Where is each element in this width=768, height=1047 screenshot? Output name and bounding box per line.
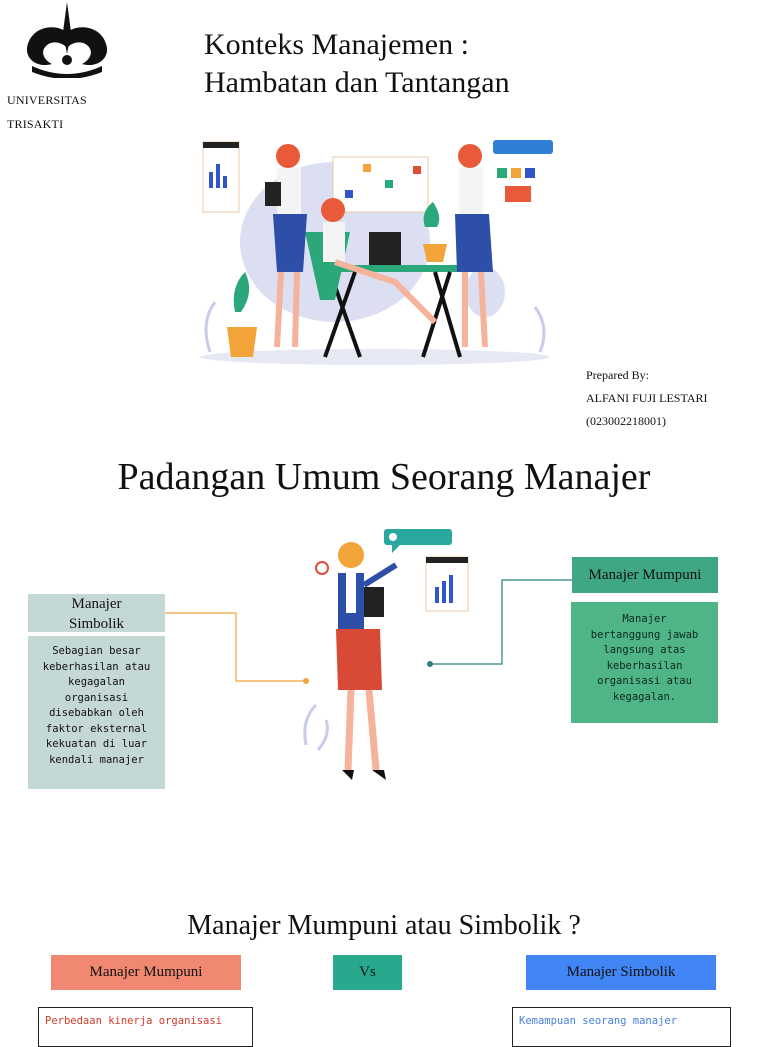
slide2-title: Padangan Umum Seorang Manajer	[117, 456, 651, 498]
manajer-simbolik-label	[28, 594, 165, 632]
slide1-title-line-1: Konteks Manajemen :	[204, 28, 469, 61]
manajer-simbolik-label-line-1: Manajer	[71, 596, 122, 612]
manajer-mumpuni-description	[571, 602, 718, 723]
university-line-2: TRISAKTI	[7, 117, 64, 131]
manajer-mumpuni-tag: Manajer Mumpuni	[51, 955, 241, 990]
manajer-mumpuni-label: Manajer Mumpuni	[572, 557, 718, 593]
slide1-title-line-2: Hambatan dan Tantangan	[204, 66, 510, 99]
left-text-line: keberhasilan atau	[42, 660, 151, 673]
prepared-by-label: Prepared By:	[586, 368, 649, 382]
left-text-line: organisasi	[64, 691, 129, 704]
right-text-line: bertanggung jawab	[590, 628, 699, 641]
university-name	[7, 88, 87, 136]
left-connector-line	[165, 613, 306, 681]
slide1-title	[204, 26, 510, 102]
author-name: ALFANI FUJI LESTARI	[586, 391, 708, 405]
left-text-line: faktor eksternal	[45, 722, 148, 735]
manajer-simbolik-label-line-2: Simbolik	[68, 616, 124, 632]
mumpuni-note-box	[38, 1007, 253, 1047]
prepared-by-block	[586, 364, 707, 433]
author-id: (023002218001)	[586, 414, 666, 428]
left-text-line: disebabkan oleh	[49, 707, 144, 719]
trisakti-logo-icon	[22, 2, 112, 78]
manajer-simbolik-tag: Manajer Simbolik	[526, 955, 716, 990]
manajer-simbolik-description	[28, 636, 165, 789]
right-text-line: Manajer	[622, 613, 667, 625]
vs-tag: Vs	[333, 955, 402, 990]
slide3-title: Manajer Mumpuni atau Simbolik ?	[187, 910, 581, 941]
right-text-line: organisasi atau	[597, 675, 692, 687]
left-text-line: kegagalan	[68, 676, 125, 688]
mumpuni-note-text: Perbedaan kinerja organisasi	[45, 1015, 223, 1027]
left-text-line: kendali manajer	[49, 753, 144, 766]
left-text-line: Sebagian besar	[52, 645, 141, 657]
simbolik-note-text: Kemampuan seorang manajer	[519, 1015, 678, 1027]
team-office-illustration	[185, 132, 565, 367]
left-text-line: kekuatan di luar	[45, 738, 148, 750]
right-text-line: langsung atas	[603, 644, 686, 656]
university-line-1: UNIVERSITAS	[7, 93, 87, 107]
simbolik-note-box	[512, 1007, 731, 1047]
manager-woman-illustration	[296, 525, 476, 790]
right-text-line: keberhasilan	[606, 659, 683, 672]
right-text-line: kegagalan.	[612, 690, 677, 703]
